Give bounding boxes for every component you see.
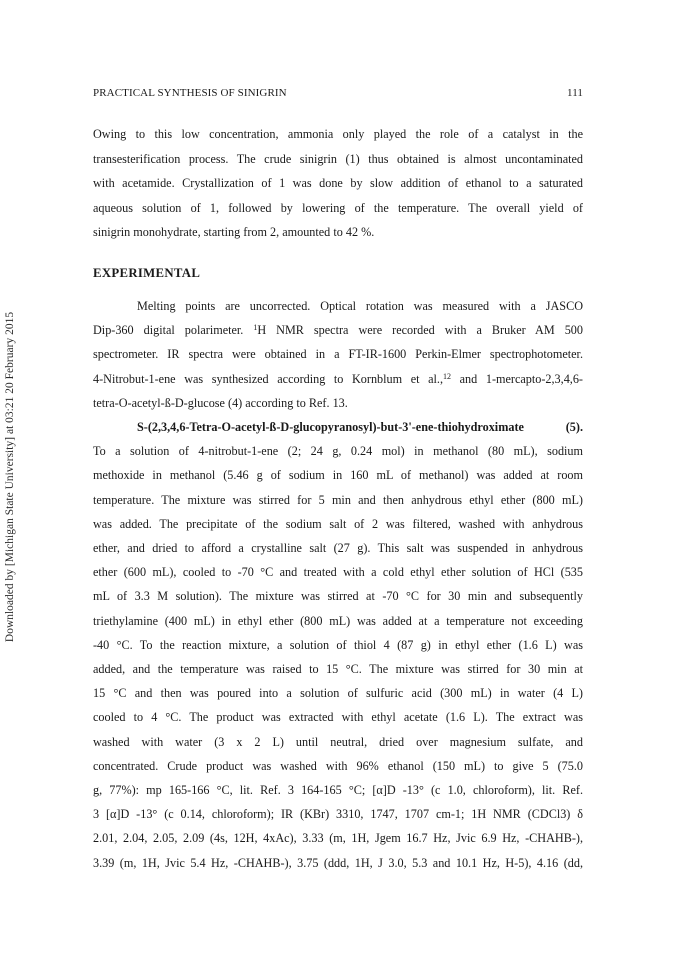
procedure-line: 3 [α]D -13° (c 0.14, chloroform); IR (KBr) 3310, 1747, 1707 cm-1; 1H NMR (CDCl3) δ <box>93 807 583 822</box>
procedure-line: To a solution of 4-nitrobut-1-ene (2; 24 g, 0.24 mol) in methanol (80 mL), sodium <box>93 444 583 459</box>
procedure-line: g, 77%): mp 165-166 °C, lit. Ref. 3 164-165 °C; [α]D -13° (c 1.0, chloroform), lit. Ref. <box>93 783 583 798</box>
general-line: Melting points are uncorrected. Optical rotation was measured with a JASCO <box>137 299 583 313</box>
general-text: H NMR spectra were recorded with a Bruker AM 500 <box>257 323 583 338</box>
intro-line: transesterification process. The crude sinigrin (1) thus obtained is almost uncontaminated <box>93 151 583 166</box>
running-title: PRACTICAL SYNTHESIS OF SINIGRIN <box>93 87 287 99</box>
procedure-line: concentrated. Crude product was washed with 96% ethanol (150 mL) to give 5 (75.0 <box>93 758 583 773</box>
intro-paragraph <box>93 122 583 245</box>
procedure-line: ether (600 mL), cooled to -70 °C and treated with a cold ethyl ether solution of HCl (535 <box>93 565 583 580</box>
reference-superscript: 12 <box>443 371 452 381</box>
procedure-line: washed with water (3 x 2 L) until neutral, dried over magnesium sulfate, and <box>93 734 583 749</box>
intro-line: sinigrin monohydrate, starting from 2, amounted to 42 %. <box>93 225 375 240</box>
procedure-line: mL of 3.3 M solution). The mixture was stirred at -70 °C for 30 min and subsequently <box>93 589 583 604</box>
experimental-body <box>93 294 583 875</box>
compound-title-line <box>93 415 583 439</box>
intro-line: with acetamide. Crystallization of 1 was done by slow addition of ethanol to a saturated <box>93 176 583 191</box>
general-text: Dip-360 digital polarimeter. <box>93 323 254 338</box>
procedure-line: was added. The precipitate of the sodium salt of 2 was filtered, washed with anhydrous <box>93 516 583 531</box>
procedure-line: ether, and dried to afford a crystalline salt (27 g). This salt was suspended in anhydrous <box>93 541 583 556</box>
general-line: spectrometer. IR spectra were obtained in a FT-IR-1600 Perkin-Elmer spectrophotometer. <box>93 347 583 362</box>
procedure-line: 15 °C and then was poured into a solution of sulfuric acid (300 mL) in water (4 L) <box>93 686 583 701</box>
general-text: and 1-mercapto-2,3,4,6- <box>451 371 583 386</box>
compound-title: S-(2,3,4,6-Tetra-O-acetyl-ß-D-glucopyranosyl)-but-3'-ene-thiohydroximate <box>137 420 524 435</box>
procedure-line: methoxide in methanol (5.46 g of sodium in 160 mL of methanol) was added at room <box>93 468 583 483</box>
intro-line: aqueous solution of 1, followed by lowering of the temperature. The overall yield of <box>93 200 583 215</box>
procedure-line: 3.39 (m, 1H, Jvic 5.4 Hz, -CHAHB-), 3.75 (ddd, 1H, J 3.0, 5.3 and 10.1 Hz, H-5), 4.16 (dd, <box>93 855 583 870</box>
general-text: 4-Nitrobut-1-ene was synthesized according to Kornblum et al., <box>93 371 444 386</box>
procedure-line: temperature. The mixture was stirred for 5 min and then anhydrous ethyl ether (800 mL) <box>93 492 583 507</box>
procedure-line: -40 °C. To the reaction mixture, a solution of thiol 4 (87 g) in ethyl ether (1.6 L) was <box>93 637 583 652</box>
procedure-line: cooled to 4 °C. The product was extracted with ethyl acetate (1.6 L). The extract was <box>93 710 583 725</box>
download-note-text: Downloaded by [Michigan State University] at 03:21 20 February 2015 <box>4 311 17 643</box>
intro-line: Owing to this low concentration, ammonia only played the role of a catalyst in the <box>93 127 583 141</box>
general-line: tetra-O-acetyl-ß-D-glucose (4) according to Ref. 13. <box>93 395 348 410</box>
general-line <box>93 318 583 342</box>
procedure-line: 2.01, 2.04, 2.05, 2.09 (4s, 12H, 4xAc), 3.33 (m, 1H, Jgem 16.7 Hz, Jvic 6.9 Hz, -CHAHB-), <box>93 831 583 846</box>
general-line <box>93 367 583 391</box>
compound-number: (5). <box>565 420 583 435</box>
section-heading-experimental: EXPERIMENTAL <box>93 266 201 280</box>
running-header <box>93 87 583 99</box>
download-watermark <box>2 292 18 662</box>
procedure-line: triethylamine (400 mL) in ethyl ether (800 mL) was added at a temperature not exceeding <box>93 613 583 628</box>
page-number: 111 <box>567 87 583 99</box>
procedure-line: added, and the temperature was raised to 15 °C. The mixture was stirred for 30 min at <box>93 662 583 677</box>
superscript: 1 <box>253 323 258 333</box>
